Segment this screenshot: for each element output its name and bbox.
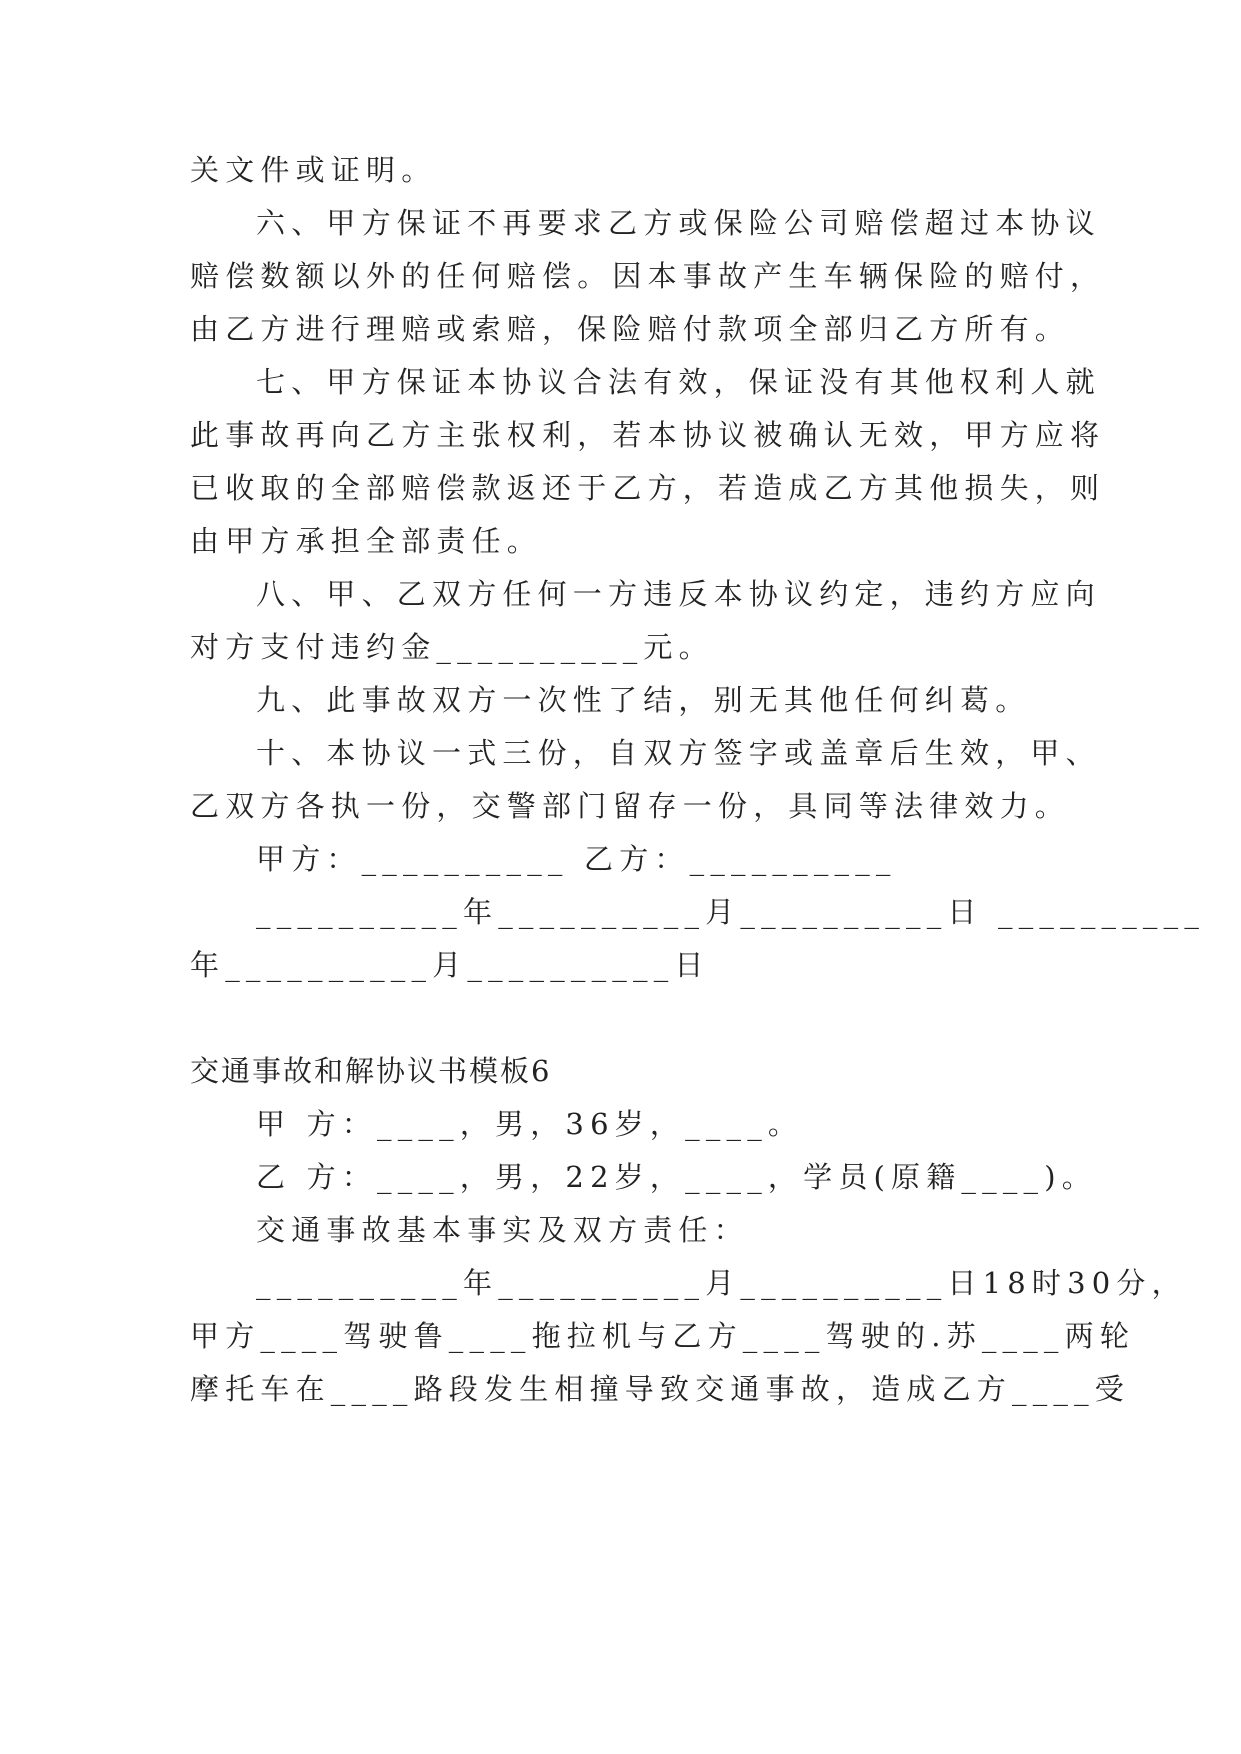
clause-nine-line-1: 九、此事故双方一次性了结，别无其他任何纠葛。 [256,683,1031,717]
date-line-1: __________年__________月__________日 __________ [256,895,1206,929]
facts-line-2: 甲方____驾驶鲁____拖拉机与乙方____驾驶的.苏____两轮 [190,1319,1136,1353]
clause-ten-line-1: 十、本协议一式三份，自双方签字或盖章后生效，甲、 [256,736,1101,770]
clause-seven-line-1: 七、甲方保证本协议合法有效，保证没有其他权利人就 [256,365,1101,399]
clause-six-line-2: 赔偿数额以外的任何赔偿。因本事故产生车辆保险的赔付， [190,259,1106,293]
party-a-line: 甲 方：____，男，36岁，____。 [256,1107,804,1141]
clause-ten-line-2: 乙双方各执一份，交警部门留存一份，具同等法律效力。 [190,789,1071,823]
date-line-2: 年__________月__________日 [190,948,710,982]
clause-seven-line-2: 此事故再向乙方主张权利，若本协议被确认无效，甲方应将 [190,418,1106,452]
clause-eight-line-1: 八、甲、乙双方任何一方违反本协议约定，违约方应向 [256,577,1101,611]
facts-line-1: __________年__________月__________日18时30分， [256,1266,1187,1300]
template-title: 交通事故和解协议书模板6 [190,1054,552,1088]
clause-eight-line-2: 对方支付违约金__________元。 [190,630,714,664]
signature-line: 甲方：__________ 乙方：__________ [256,842,897,876]
basic-facts-heading: 交通事故基本事实及双方责任： [256,1213,749,1247]
party-b-line: 乙 方：____，男，22岁，____，学员(原籍____)。 [256,1160,1097,1194]
clause-seven-line-3: 已收取的全部赔偿款返还于乙方，若造成乙方其他损失，则 [190,471,1106,505]
paragraph-line-1: 关文件或证明。 [190,153,437,187]
clause-six-line-1: 六、甲方保证不再要求乙方或保险公司赔偿超过本协议 [256,206,1101,240]
clause-six-line-3: 由乙方进行理赔或索赔，保险赔付款项全部归乙方所有。 [190,312,1071,346]
facts-line-3: 摩托车在____路段发生相撞导致交通事故，造成乙方____受 [190,1372,1131,1406]
clause-seven-line-4: 由甲方承担全部责任。 [190,524,543,558]
